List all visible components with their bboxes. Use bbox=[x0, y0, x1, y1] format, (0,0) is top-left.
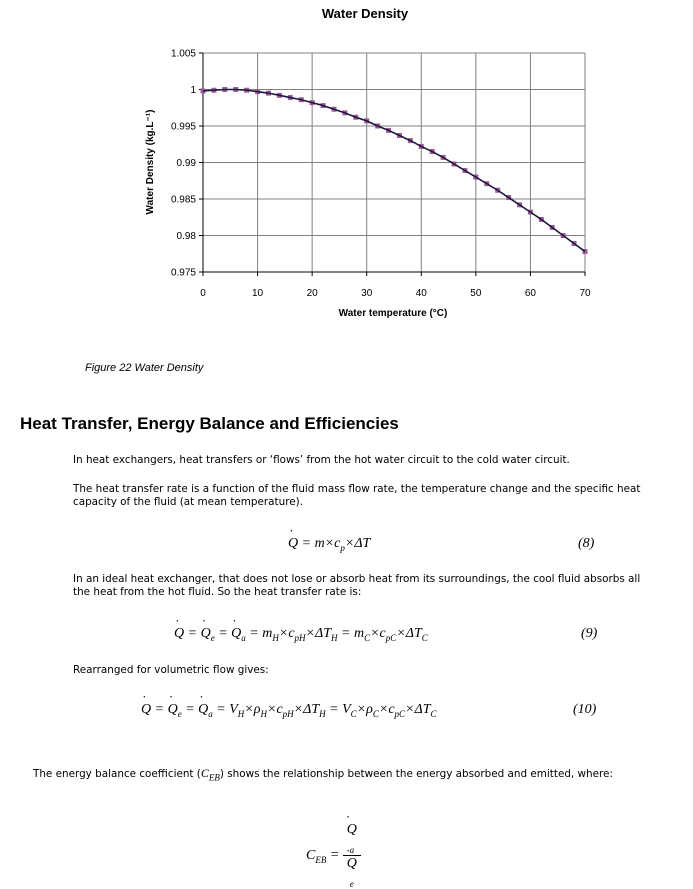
figure-caption: Figure 22 Water Density bbox=[85, 362, 204, 374]
equation-9: ˙ Q = ˙ $Q_e$ = ˙ $Q_a = m_H\times c_{pH}\times\Delta T_H = m_C\times c_{pC}\times\Delta T_C$ bbox=[174, 626, 428, 643]
chart-series bbox=[201, 87, 588, 254]
equation-8-number: (8) bbox=[578, 536, 595, 551]
ceb-equation: $C_{EB}$ = ˙ Q $_a$ ˙ Q $_e$ bbox=[306, 822, 361, 889]
water-density-chart bbox=[0, 0, 693, 335]
x-tick-label: 40 bbox=[415, 288, 427, 299]
y-axis-label: Water Density (kg.L⁻¹) bbox=[145, 109, 156, 215]
x-tick-labels bbox=[200, 288, 591, 299]
y-tick-label: 0.98 bbox=[176, 231, 196, 242]
equation-10-number: (10) bbox=[573, 702, 597, 717]
x-axis-label: Water temperature (°C) bbox=[338, 308, 448, 319]
equation-10: ˙ Q = ˙ $Q_e$ = ˙ $Q_a = V_H\times\rho_H\times c_{pH}\times\Delta T_H = V_C\times\rho_C\times c_{pC}\times\Delta T_C$ bbox=[141, 702, 437, 719]
x-tick-label: 70 bbox=[579, 288, 591, 299]
x-tick-label: 0 bbox=[200, 288, 206, 299]
paragraph-5 bbox=[33, 767, 653, 784]
paragraph-5-text-end: ) shows the relationship between the energy absorbed and emitted, where: bbox=[219, 768, 613, 780]
x-tick-label: 30 bbox=[361, 288, 373, 299]
y-tick-labels bbox=[171, 49, 196, 279]
x-tick-label: 20 bbox=[306, 288, 318, 299]
y-tick-label: 0.995 bbox=[170, 121, 196, 133]
section-heading: Heat Transfer, Energy Balance and Efficiencies bbox=[20, 414, 399, 433]
chart-gridlines bbox=[203, 53, 585, 272]
x-tick-label: 10 bbox=[252, 288, 264, 299]
chart-title: Water Density bbox=[321, 6, 409, 21]
series-line bbox=[203, 90, 585, 252]
x-tick-label: 60 bbox=[524, 288, 536, 299]
x-tick-label: 50 bbox=[470, 288, 482, 299]
paragraph-1: In heat exchangers, heat transfers or ‘flows’ from the hot water circuit to the cold water circuit. bbox=[73, 454, 570, 466]
y-tick-label: 0.975 bbox=[170, 267, 196, 279]
y-tick-label: 1 bbox=[190, 85, 196, 96]
paragraph-4: Rearranged for volumetric flow gives: bbox=[73, 664, 269, 676]
equation-8: ˙ $Q = m\times c_p\times\Delta T$ bbox=[288, 536, 370, 553]
paragraph-2: The heat transfer rate is a function of the fluid mass flow rate, the temperature change and the specific heat capacity of the fluid (at mean temperature). bbox=[73, 483, 641, 508]
paragraph-5-text: The energy balance coefficient ( bbox=[33, 768, 201, 780]
paragraph-3: In an ideal heat exchanger, that does not lose or absorb heat from its surroundings, the cool fluid absorbs all the heat from the hot fluid. So the heat transfer rate is: bbox=[73, 573, 641, 598]
y-tick-label: 1.005 bbox=[170, 48, 196, 60]
equation-9-number: (9) bbox=[581, 626, 598, 641]
y-tick-label: 0.985 bbox=[170, 194, 196, 206]
ceb-symbol: $C_{EB}$ bbox=[200, 766, 220, 783]
y-tick-label: 0.99 bbox=[176, 158, 196, 169]
chart-axes bbox=[199, 53, 585, 276]
